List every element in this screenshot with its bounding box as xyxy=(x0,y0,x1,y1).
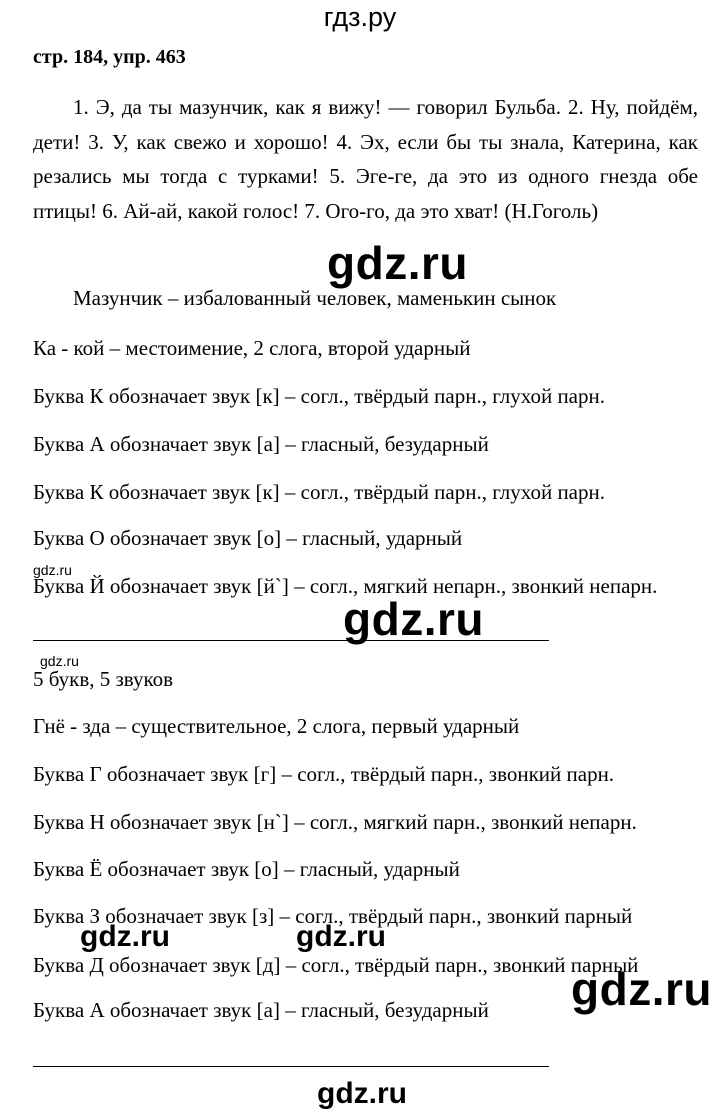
exercise-text: 1. Э, да ты мазунчик, как я вижу! — говорил Бульба. 2. Ну, пойдём, дети! 3. У, как свежо и хорошо! 4. Эх, если бы ты знала, Катерина, как резались мы тогда с турками! 5. Эге-ге, да это из одного гнезда обе птицы! 6. Ай-ай, какой голос! 7. Ого-го, да это хват! (Н.Гоголь) xyxy=(33,95,698,223)
letters-sounds-count: 5 букв, 5 звуков xyxy=(33,667,174,691)
letter-line: Буква З обозначает звук [з] – согл., твёрдый парн., звонкий парный xyxy=(33,904,633,928)
letter-line: Буква О обозначает звук [о] – гласный, ударный xyxy=(33,526,463,550)
watermark: gdz.ru xyxy=(571,963,712,1015)
watermark: gdz.ru xyxy=(343,593,484,645)
exercise-title: стр. 184, упр. 463 xyxy=(33,46,186,68)
watermark-small: gdz.ru xyxy=(33,562,72,578)
watermark: gdz.ru xyxy=(327,237,468,289)
letter-line: Буква Й обозначает звук [й`] – согл., мягкий непарн., звонкий непарн. xyxy=(33,574,658,598)
site-header: гдз.ру xyxy=(323,2,397,32)
letter-line: Буква А обозначает звук [а] – гласный, безударный xyxy=(33,432,489,456)
watermark: gdz.ru xyxy=(296,920,386,953)
letter-line: Буква Д обозначает звук [д] – согл., твёрдый парн., звонкий парный xyxy=(33,953,639,977)
watermark-small: gdz.ru xyxy=(40,653,79,669)
analysis-heading-gnezda: Гнё - зда – существительное, 2 слога, первый ударный xyxy=(33,714,520,738)
letter-line: Буква Н обозначает звук [н`] – согл., мягкий парн., звонкий непарн. xyxy=(33,810,637,834)
letter-line: Буква А обозначает звук [а] – гласный, безударный xyxy=(33,998,489,1022)
divider-line xyxy=(33,1066,549,1067)
word-definition: Мазунчик – избалованный человек, маменькин сынок xyxy=(73,286,557,310)
letter-line: Буква Г обозначает звук [г] – согл., твёрдый парн., звонкий парн. xyxy=(33,762,615,786)
letter-line: Буква К обозначает звук [к] – согл., твёрдый парн., глухой парн. xyxy=(33,384,605,408)
analysis-heading-kakoy: Ка - кой – местоимение, 2 слога, второй ударный xyxy=(33,336,471,360)
letter-line: Буква Ё обозначает звук [о] – гласный, ударный xyxy=(33,857,460,881)
watermark: gdz.ru xyxy=(317,1077,407,1110)
watermark: gdz.ru xyxy=(80,920,170,953)
letter-line: Буква К обозначает звук [к] – согл., твёрдый парн., глухой парн. xyxy=(33,480,605,504)
